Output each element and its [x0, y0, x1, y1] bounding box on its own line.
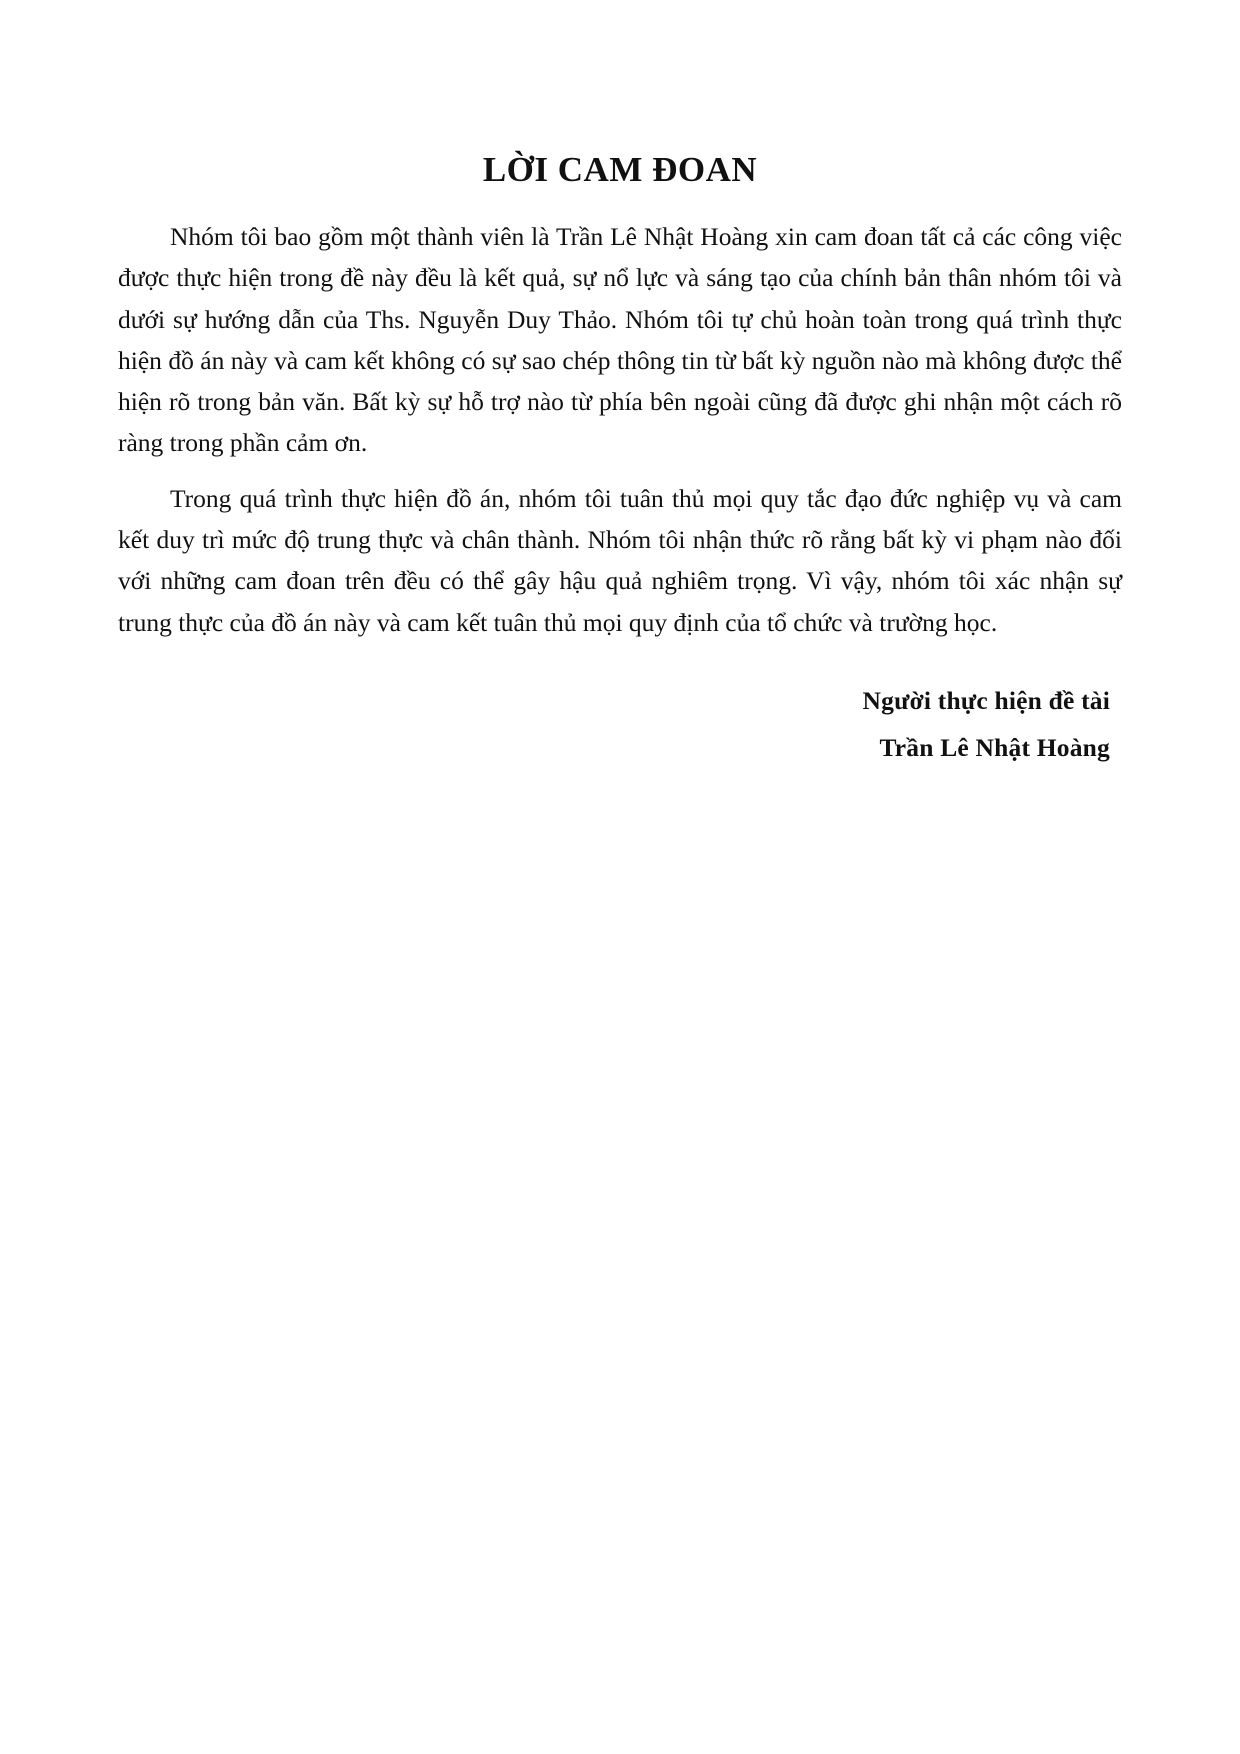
paragraph-ethics-statement: Trong quá trình thực hiện đồ án, nhóm tôi tuân thủ mọi quy tắc đạo đức nghiệp vụ và cam kết duy trì mức độ trung thực và chân thành. Nhóm tôi nhận thức rõ rằng bất kỳ vi phạm nào đối với những cam đoan trên đều có thể gây hậu quả nghiêm trọng. Vì vậy, nhóm tôi xác nhận sự trung thực của đồ án này và cam kết tuân thủ mọi quy định của tổ chức và trường học.	[118, 483, 1122, 637]
signature-role: Người thực hiện đề tài	[862, 685, 1110, 715]
paragraph-commitment-scope: Nhóm tôi bao gồm một thành viên là Trần Lê Nhật Hoàng xin cam đoan tất cả các công việc được thực hiện trong đề này đều là kết quả, sự nổ lực và sáng tạo của chính bản thân nhóm tôi và dưới sự hướng dẫn của Ths. Nguyễn Duy Thảo. Nhóm tôi tự chủ hoàn toàn trong quá trình thực hiện đồ án này và cam kết không có sự sao chép thông tin từ bất kỳ nguồn nào mà không được thể hiện rõ trong bản văn. Bất kỳ sự hỗ trợ nào từ phía bên ngoài cũng đã được ghi nhận một cách rõ ràng trong phần cảm ơn.	[118, 222, 1122, 458]
page-title: LỜI CAM ĐOAN	[482, 150, 758, 189]
signature-block	[118, 677, 1122, 771]
signature-name: Trần Lê Nhật Hoàng	[879, 733, 1110, 763]
